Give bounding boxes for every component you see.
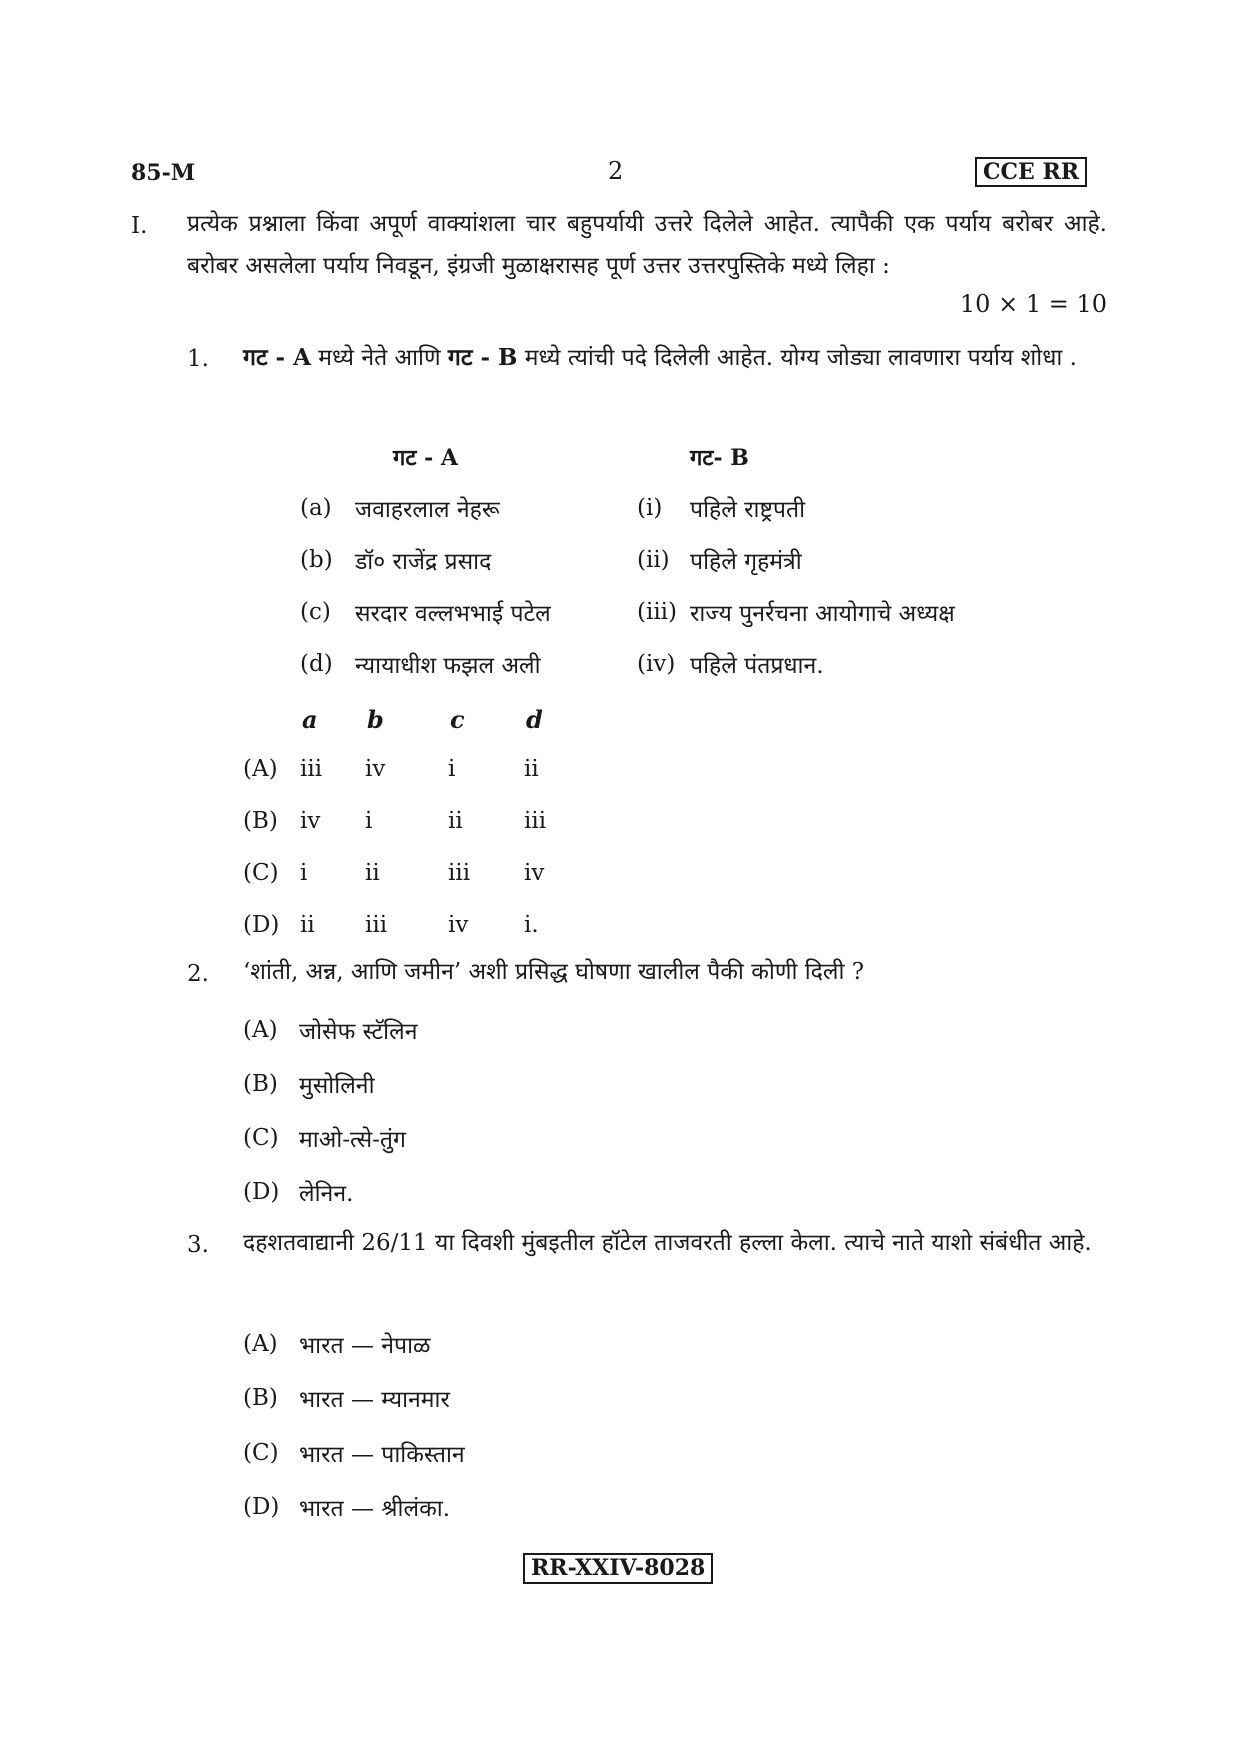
pair-d-text: न्यायाधीश फझल अली: [355, 653, 541, 679]
q1-option-b-val-a: iv: [300, 808, 321, 834]
q1-option-a-label: (A): [243, 756, 278, 782]
col-head-d: d: [526, 705, 543, 734]
q1-option-d-val-d: i.: [524, 912, 539, 938]
pair-iv-label: (iv): [637, 651, 676, 677]
q3-number: 3.: [187, 1232, 209, 1258]
q1-number: 1.: [187, 346, 209, 372]
pair-ii-label: (ii): [637, 547, 670, 573]
pair-c-label: (c): [300, 599, 331, 625]
q1-option-b-val-d: iii: [524, 808, 547, 834]
section-marks: 10 × 1 = 10: [959, 290, 1107, 318]
q2-option-c-text: माओ-त्से-तुंग: [299, 1127, 406, 1153]
paper-code: 85-M: [131, 160, 196, 186]
q2-option-d-label: (D): [243, 1179, 280, 1205]
q2-number: 2.: [187, 961, 209, 987]
q2-text: ‘शांती, अन्न, आणि जमीन’ अशी प्रसिद्ध घोषणा खालील पैकी कोणी दिली ?: [243, 959, 865, 985]
pair-i-text: पहिले राष्ट्रपती: [690, 497, 806, 523]
q3-option-c-label: (C): [243, 1440, 279, 1466]
pair-iv-text: पहिले पंतप्रधान.: [690, 653, 824, 679]
col-head-c: c: [450, 705, 465, 734]
pair-a-label: (a): [300, 495, 332, 521]
q1-option-a-val-b: iv: [365, 756, 386, 782]
q1-text-part2: मध्ये नेते आणि: [310, 345, 448, 371]
q2-option-c-label: (C): [243, 1125, 279, 1151]
pair-ii-text: पहिले गृहमंत्री: [690, 549, 802, 575]
q2-option-b-label: (B): [243, 1071, 278, 1097]
q1-option-b-label: (B): [243, 808, 278, 834]
pair-b-label: (b): [300, 547, 333, 573]
group-b-heading: गट- B: [690, 445, 749, 471]
pair-iii-label: (iii): [637, 599, 678, 625]
q1-option-a-val-a: iii: [300, 756, 323, 782]
footer-code: RR-XXIV-8028: [523, 1553, 713, 1584]
pair-iii-text: राज्य पुनर्रचना आयोगाचे अध्यक्ष: [690, 601, 955, 627]
cce-rr-tag: CCE RR: [975, 157, 1087, 187]
q1-option-a-val-c: i: [448, 756, 456, 782]
pair-i-label: (i): [637, 495, 663, 521]
q1-option-c-val-b: ii: [365, 860, 380, 886]
pair-a-text: जवाहरलाल नेहरू: [355, 497, 500, 523]
q3-option-b-text: भारत — म्यानमार: [299, 1387, 450, 1413]
q2-option-a-text: जोसेफ स्टॅलिन: [299, 1019, 418, 1045]
q1-option-c-val-c: iii: [448, 860, 471, 886]
q3-option-b-label: (B): [243, 1385, 278, 1411]
q2-option-b-text: मुसोलिनी: [299, 1073, 375, 1099]
pair-d-label: (d): [300, 651, 333, 677]
q1-option-c-label: (C): [243, 860, 279, 886]
q1-option-a-val-d: ii: [524, 756, 539, 782]
q1-option-b-val-b: i: [365, 808, 373, 834]
q3-option-a-text: भारत — नेपाळ: [299, 1333, 431, 1359]
q1-option-c-val-a: i: [300, 860, 308, 886]
section-instructions: प्रत्येक प्रश्नाला किंवा अपूर्ण वाक्यांशला चार बहुपर्यायी उत्तरे दिलेले आहेत. त्यापैकी एक पर्याय बरोबर आहे. बरोबर असलेला पर्याय निवडून, इंग्रजी मुळाक्षरासह पूर्ण उत्तर उत्तरपुस्तिके मध्ये लिहा :: [187, 211, 1107, 279]
col-head-a: a: [302, 705, 318, 734]
group-a-heading: गट - A: [393, 445, 458, 471]
q2-option-a-label: (A): [243, 1017, 278, 1043]
q1-option-d-val-c: iv: [448, 912, 469, 938]
pair-b-text: डॉ० राजेंद्र प्रसाद: [355, 549, 492, 575]
col-head-b: b: [367, 705, 384, 734]
q1-group-b-ref: गट - B: [447, 344, 518, 371]
q3-text: दहशतवाद्यानी 26/11 या दिवशी मुंबइतील हॉटेल ताजवरती हल्ला केला. त्याचे नाते याशो संबंधीत आहे.: [243, 1230, 1092, 1256]
q3-option-c-text: भारत — पाकिस्तान: [299, 1442, 465, 1468]
pair-c-text: सरदार वल्लभभाई पटेल: [355, 601, 551, 627]
q1-option-b-val-c: ii: [448, 808, 463, 834]
q1-option-d-val-a: ii: [300, 912, 315, 938]
q3-option-d-text: भारत — श्रीलंका.: [299, 1496, 451, 1522]
q3-option-d-label: (D): [243, 1494, 280, 1520]
q3-option-a-label: (A): [243, 1331, 278, 1357]
q2-option-d-text: लेनिन.: [299, 1181, 354, 1207]
section-number: I.: [131, 213, 148, 239]
q1-group-a-ref: गट - A: [243, 344, 311, 371]
q1-text: [243, 336, 1107, 380]
page-number: 2: [608, 157, 624, 185]
q1-text-part4: मध्ये त्यांची पदे दिलेली आहेत. योग्य जोड्या लावणारा पर्याय शोधा .: [517, 345, 1077, 371]
q1-option-d-val-b: iii: [365, 912, 388, 938]
q1-option-c-val-d: iv: [524, 860, 545, 886]
q1-option-d-label: (D): [243, 912, 280, 938]
